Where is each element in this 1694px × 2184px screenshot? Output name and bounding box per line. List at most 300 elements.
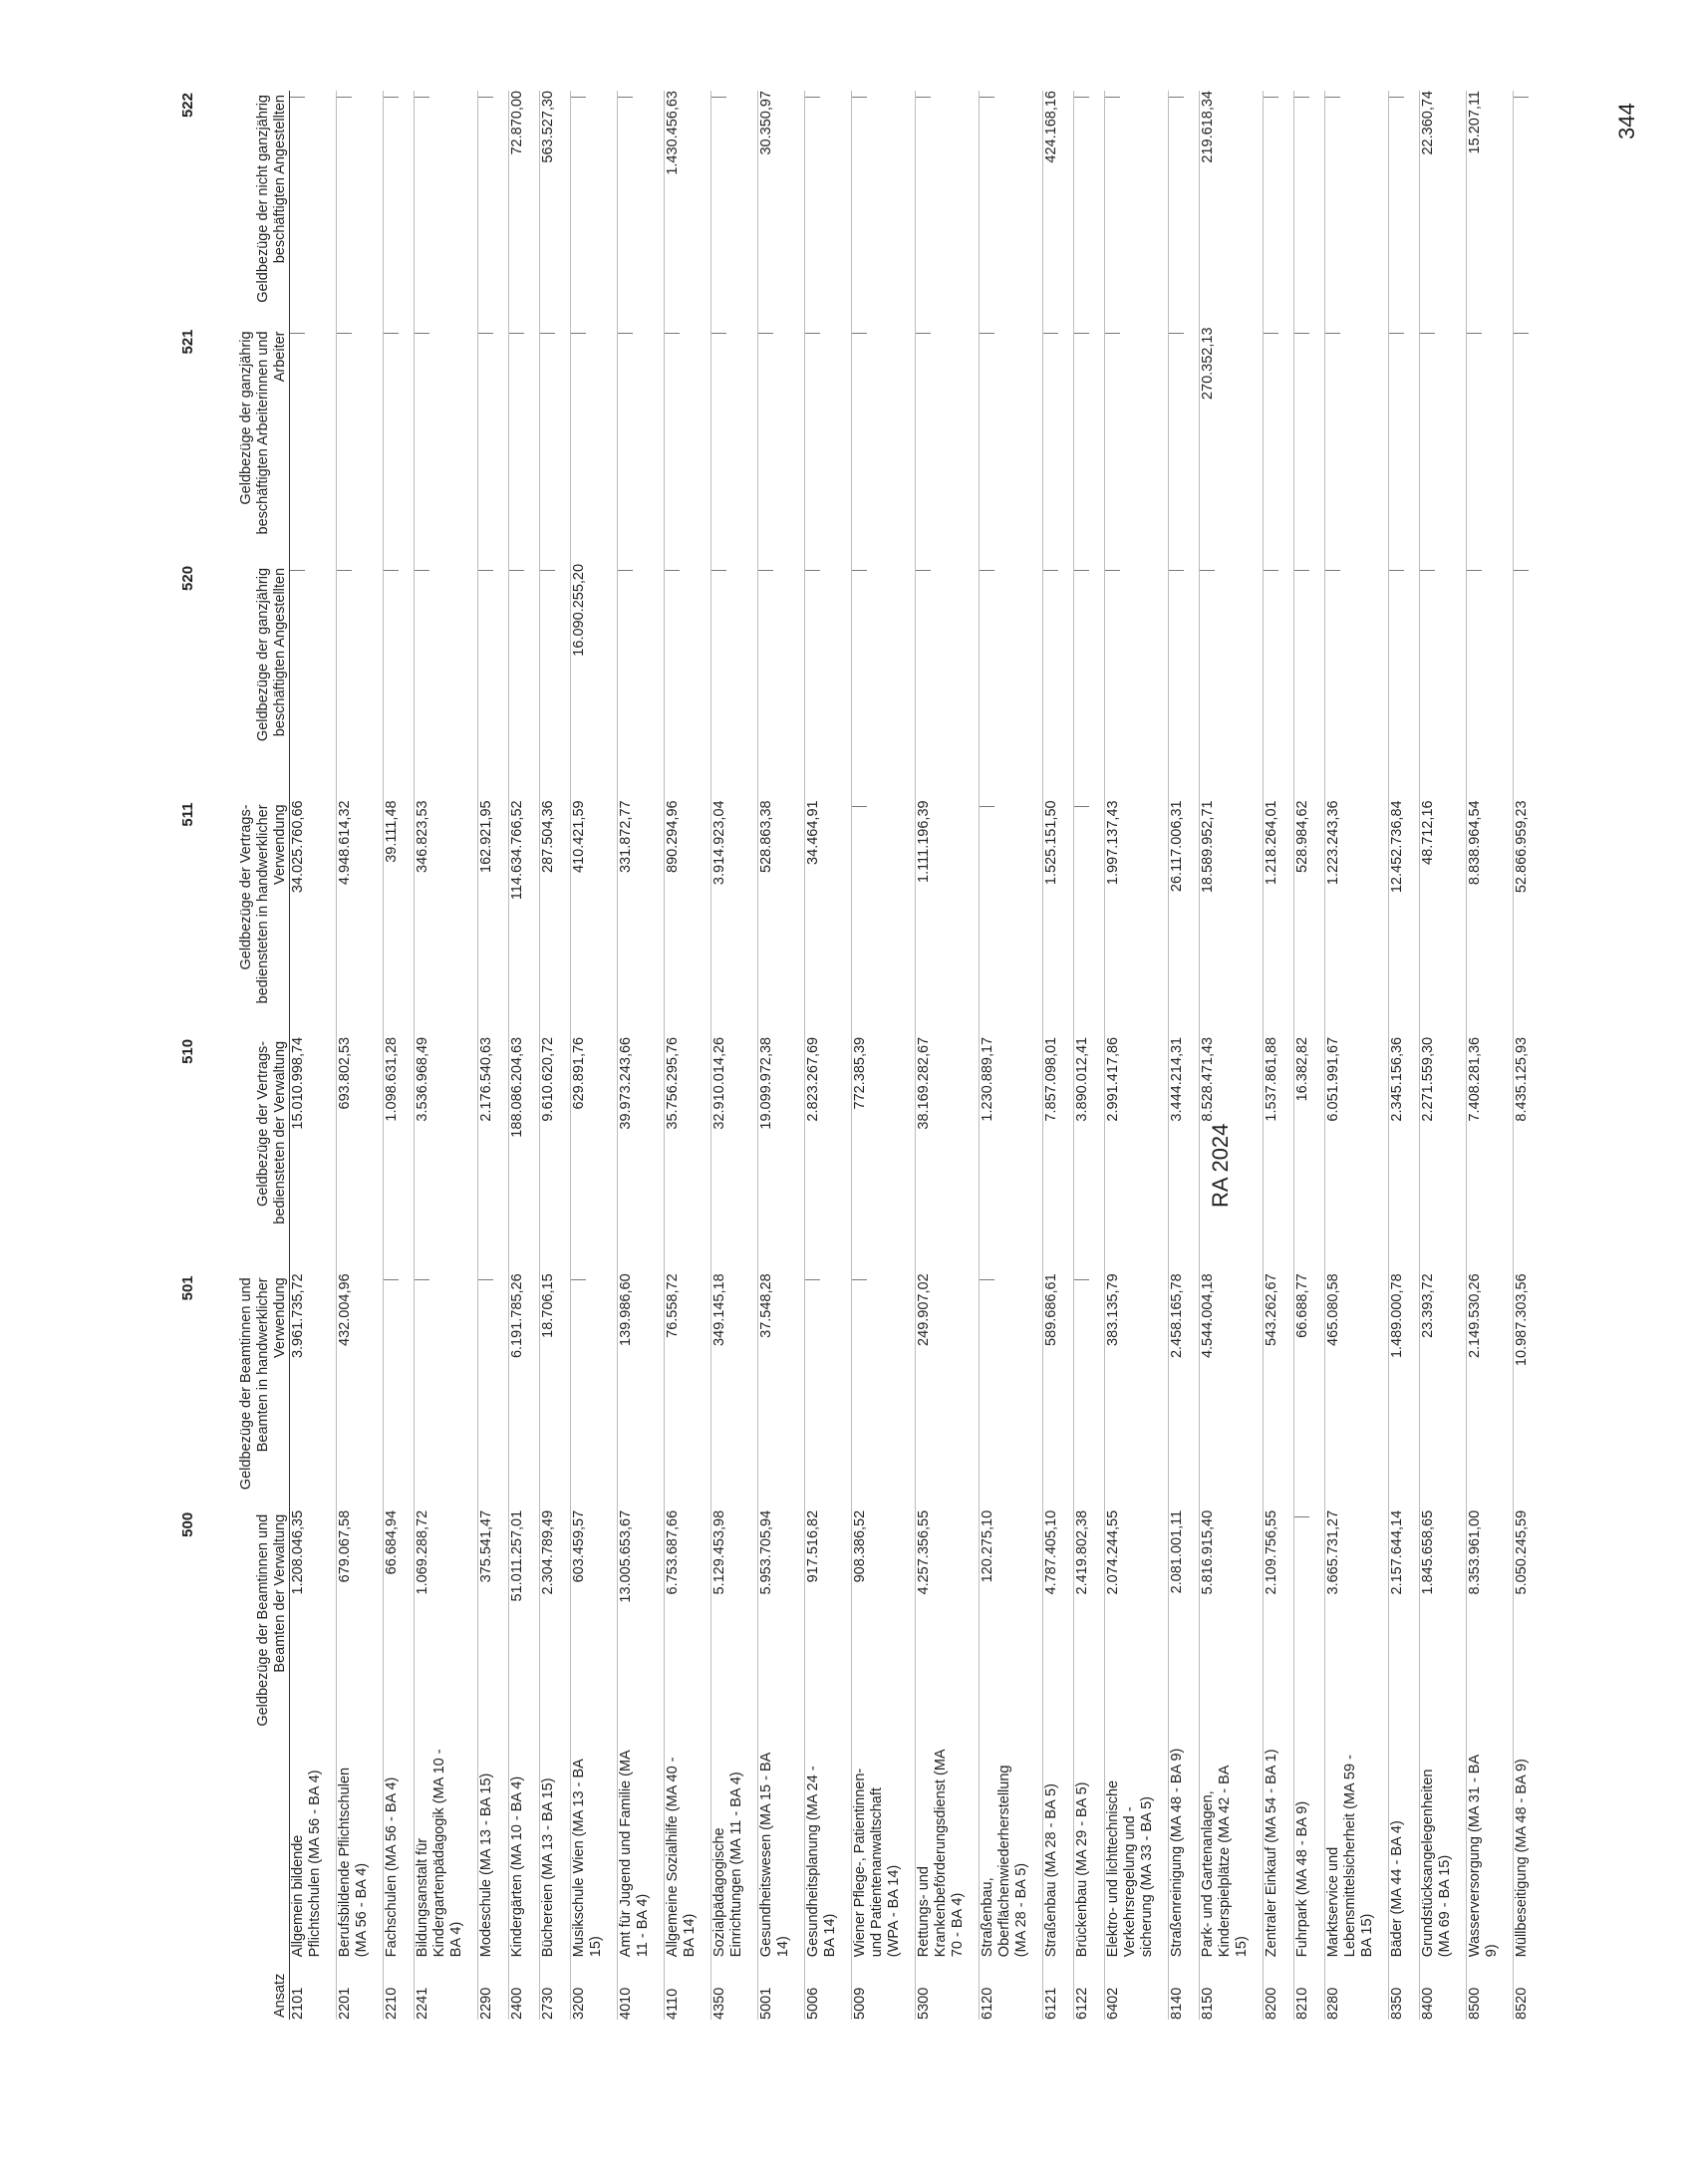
value-cell: 375.541,47	[478, 1510, 497, 1747]
empty-dash	[711, 570, 726, 571]
value-cell: 3.961.735,72	[290, 1273, 325, 1509]
value-cell: 9.610.620,72	[540, 1037, 559, 1273]
row-gap	[1251, 91, 1264, 2020]
empty-dash	[337, 333, 352, 334]
row-gap	[903, 91, 916, 2020]
row-gap	[1312, 91, 1325, 2020]
value-cell	[478, 564, 497, 800]
value-cell	[1389, 327, 1408, 563]
empty-dash	[1325, 97, 1340, 98]
empty-dash	[1200, 570, 1215, 571]
value-cell: 890.294,96	[665, 800, 700, 1036]
row-gap	[699, 91, 711, 2020]
table-row	[509, 91, 528, 2020]
ansatz-code: 8150	[1200, 1957, 1252, 2020]
value-cell: 35.756.295,76	[665, 1037, 700, 1273]
value-cell: 424.168,16	[1043, 91, 1062, 327]
value-cell: 2.823.267,69	[805, 1037, 840, 1273]
value-cell	[1325, 91, 1377, 327]
value-cell	[1389, 91, 1408, 327]
value-cell	[1420, 327, 1455, 563]
empty-dash	[916, 97, 931, 98]
row-label: Wasserversorgung (MA 31 - BA 9)	[1467, 1747, 1502, 1957]
spacer-cell	[179, 1747, 201, 1957]
value-cell: 19.099.972,38	[758, 1037, 793, 1273]
value-cell: 3.890.012,41	[1074, 1037, 1093, 1273]
column-header: Geldbezüge der Vertrags-bediensteten in handwerklicher Verwendung	[238, 804, 288, 1004]
value-cell	[618, 91, 653, 327]
row-gap	[605, 91, 618, 2020]
value-cell: 3.665.731,27	[1325, 1510, 1377, 1747]
ansatz-code: 6122	[1074, 1957, 1093, 2020]
value-cell: 1.845.658,65	[1420, 1510, 1455, 1747]
value-cell	[571, 1273, 606, 1509]
value-cell: 34.025.760,66	[290, 800, 325, 1036]
value-cell: 2.345.156,36	[1389, 1037, 1408, 1273]
value-cell: 349.145,18	[711, 1273, 746, 1509]
header-row	[201, 91, 290, 2020]
empty-dash	[916, 570, 931, 571]
row-gap	[1156, 91, 1169, 2020]
empty-dash	[290, 333, 305, 334]
empty-dash	[1389, 570, 1404, 571]
value-cell: 2.074.244,55	[1105, 1510, 1157, 1747]
gap-cell	[967, 91, 980, 2020]
row-label: Allgemein bildende Pflichtschulen (MA 56 - BA 4)	[290, 1747, 325, 1957]
row-label: Musikschule Wien (MA 13 - BA 15)	[571, 1747, 606, 1957]
value-cell	[1325, 564, 1377, 800]
empty-dash	[509, 333, 524, 334]
value-cell: 410.421,59	[571, 800, 606, 1036]
value-cell	[980, 1273, 1031, 1509]
empty-dash	[290, 97, 305, 98]
value-cell: 693.802,53	[337, 1037, 372, 1273]
value-cell	[415, 564, 466, 800]
row-gap	[1407, 91, 1420, 2020]
column-number: 511	[179, 802, 196, 827]
empty-dash	[415, 333, 429, 334]
empty-dash	[1074, 97, 1089, 98]
ansatz-code: 2101	[290, 1957, 325, 2020]
value-cell: 26.117.006,31	[1169, 800, 1188, 1036]
gap-cell	[1092, 91, 1105, 2020]
row-label: Gesundheitswesen (MA 15 - BA 14)	[758, 1747, 793, 1957]
ansatz-code: 6120	[980, 1957, 1031, 2020]
value-cell	[415, 327, 466, 563]
value-cell	[1200, 564, 1252, 800]
value-cell: 39.111,48	[384, 800, 403, 1036]
empty-dash	[478, 1279, 493, 1280]
row-label: Straßenreinigung (MA 48 - BA 9)	[1169, 1748, 1185, 1958]
row-label: Fuhrpark (MA 48 - BA 9)	[1294, 1747, 1313, 1957]
empty-dash	[852, 570, 867, 571]
value-cell	[478, 91, 497, 327]
empty-dash	[980, 806, 994, 807]
empty-dash	[665, 570, 680, 571]
value-cell: 3.914.923,04	[711, 800, 746, 1036]
table-row	[1074, 91, 1093, 2020]
empty-dash	[1074, 1279, 1089, 1280]
spacer-cell	[179, 1957, 201, 2020]
row-label: Modeschule (MA 13 - BA 15)	[478, 1747, 497, 1957]
value-cell	[665, 327, 700, 563]
value-cell: 4.257.356,55	[916, 1510, 968, 1747]
page-number: 344	[1614, 103, 1639, 139]
value-cell	[1169, 564, 1188, 800]
empty-dash	[805, 333, 820, 334]
value-cell: 5.129.453,98	[711, 1510, 746, 1747]
value-cell	[852, 564, 904, 800]
value-cell	[805, 1273, 840, 1509]
gap-cell	[465, 91, 478, 2020]
value-cell	[852, 91, 904, 327]
row-gap	[1061, 91, 1074, 2020]
ansatz-code: 6402	[1105, 1957, 1157, 2020]
value-cell: 2.271.559,30	[1420, 1037, 1455, 1273]
value-cell: 139.986,60	[618, 1273, 653, 1509]
empty-dash	[540, 570, 555, 571]
value-cell: 16.382,82	[1294, 1037, 1313, 1273]
row-label: Marktservice und Lebensmittelsicherheit (MA 59 - BA 15)	[1325, 1747, 1377, 1957]
value-cell: 772.385,39	[852, 1037, 904, 1273]
ansatz-code: 8350	[1389, 1957, 1408, 2020]
value-cell: 8.838.964,54	[1467, 800, 1502, 1036]
value-cell	[980, 91, 1031, 327]
empty-dash	[1514, 333, 1529, 334]
row-label: Wiener Pflege-, Patientinnen- und Patientenanwaltschaft (WPA - BA 14)	[852, 1747, 904, 1957]
value-cell	[415, 1273, 466, 1509]
ansatz-code: 8520	[1514, 1957, 1533, 2020]
row-gap	[1376, 91, 1389, 2020]
value-cell: 8.353.961,00	[1467, 1510, 1502, 1747]
table-row	[290, 91, 325, 2020]
empty-dash	[980, 1279, 994, 1280]
table-row	[916, 91, 968, 2020]
ansatz-code: 8400	[1420, 1957, 1455, 2020]
value-cell: 563.527,30	[540, 91, 559, 327]
table-row	[852, 91, 904, 2020]
empty-dash	[415, 570, 429, 571]
table-row	[1467, 91, 1502, 2020]
value-cell	[478, 327, 497, 563]
gap-cell	[1030, 91, 1043, 2020]
column-header: Geldbezüge der Vertrags-bediensteten der Verwaltung	[255, 1040, 288, 1225]
empty-dash	[415, 1279, 429, 1280]
spacer-cell	[201, 1747, 290, 1957]
table-row	[540, 91, 559, 2020]
row-label: Büchereien (MA 13 - BA 15)	[540, 1747, 559, 1957]
value-cell	[1294, 564, 1313, 800]
value-cell	[290, 327, 325, 563]
table-row	[1105, 91, 1157, 2020]
ansatz-code: 5300	[916, 1957, 968, 2020]
value-cell: 120.275,10	[980, 1510, 1031, 1747]
empty-dash	[1389, 97, 1404, 98]
value-cell	[337, 564, 372, 800]
value-cell: 287.504,36	[540, 800, 559, 1036]
row-gap	[465, 91, 478, 2020]
value-cell	[916, 91, 968, 327]
value-cell: 2.176.540,63	[478, 1037, 497, 1273]
value-cell: 383.135,79	[1105, 1273, 1157, 1509]
empty-dash	[540, 333, 555, 334]
value-cell: 346.823,53	[415, 800, 466, 1036]
empty-dash	[805, 1279, 820, 1280]
empty-dash	[711, 333, 726, 334]
empty-dash	[852, 806, 867, 807]
value-cell: 1.218.264,01	[1264, 800, 1282, 1036]
ansatz-code: 2290	[478, 1957, 497, 2020]
gap-cell	[1454, 91, 1467, 2020]
value-cell: 6.191.785,26	[509, 1273, 528, 1509]
column-number: 521	[179, 329, 196, 355]
value-cell: 8.528.471,43	[1200, 1037, 1252, 1273]
ansatz-code: 2201	[337, 1957, 372, 2020]
gap-cell	[1187, 91, 1200, 2020]
value-cell	[290, 91, 325, 327]
value-cell: 13.005.653,67	[618, 1510, 653, 1747]
value-cell: 543.262,67	[1264, 1273, 1282, 1509]
empty-dash	[1169, 570, 1184, 571]
table-row	[415, 91, 466, 2020]
table-row	[1514, 91, 1533, 2020]
empty-dash	[618, 97, 633, 98]
gap-cell	[1376, 91, 1389, 2020]
value-cell	[1294, 91, 1313, 327]
value-cell	[1294, 1510, 1313, 1747]
value-cell	[1389, 564, 1408, 800]
gap-cell	[605, 91, 618, 2020]
empty-dash	[711, 97, 726, 98]
value-cell: 66.688,77	[1294, 1273, 1313, 1509]
ansatz-code: 2400	[509, 1957, 528, 2020]
value-cell: 917.516,82	[805, 1510, 840, 1747]
gap-cell	[1407, 91, 1420, 2020]
value-cell: 432.004,96	[337, 1273, 372, 1509]
value-cell: 1.525.151,50	[1043, 800, 1062, 1036]
row-label: Bildungsanstalt für Kindergartenpädagogik (MA 10 - BA 4)	[415, 1747, 466, 1957]
column-header: Geldbezüge der Beamtinnen und Beamten in handwerklicher Verwendung	[238, 1277, 288, 1491]
empty-dash	[290, 570, 305, 571]
empty-dash	[571, 1279, 586, 1280]
gap-cell	[903, 91, 916, 2020]
empty-dash	[980, 333, 994, 334]
value-cell	[1514, 91, 1533, 327]
row-gap	[1030, 91, 1043, 2020]
value-cell: 2.081.001,11	[1169, 1510, 1188, 1747]
row-gap	[324, 91, 337, 2020]
gap-cell	[1061, 91, 1074, 2020]
gap-cell	[839, 91, 852, 2020]
table-row	[1200, 91, 1252, 2020]
value-cell: 38.169.282,67	[916, 1037, 968, 1273]
value-cell	[1467, 327, 1502, 563]
gap-cell	[527, 91, 540, 2020]
value-cell	[1074, 327, 1093, 563]
empty-dash	[384, 333, 399, 334]
value-cell: 51.011.257,01	[509, 1510, 528, 1747]
gap-cell	[745, 91, 758, 2020]
value-cell: 1.230.889,17	[980, 1037, 1031, 1273]
value-cell: 1.223.243,36	[1325, 800, 1377, 1036]
value-cell	[852, 327, 904, 563]
column-number-row	[179, 91, 201, 2020]
row-gap	[792, 91, 805, 2020]
value-cell	[509, 564, 528, 800]
value-cell: 5.050.245,59	[1514, 1510, 1533, 1747]
gap-cell	[1281, 91, 1294, 2020]
value-cell: 37.548,28	[758, 1273, 793, 1509]
table-row	[384, 91, 403, 2020]
table-row	[1169, 91, 1188, 2020]
empty-dash	[1514, 97, 1529, 98]
empty-dash	[852, 1279, 867, 1280]
row-gap	[527, 91, 540, 2020]
value-cell: 188.086.204,63	[509, 1037, 528, 1273]
value-cell: 679.067,58	[337, 1510, 372, 1747]
row-label: Müllbeseitigung (MA 48 - BA 9)	[1514, 1747, 1533, 1957]
row-gap	[371, 91, 384, 2020]
row-gap	[839, 91, 852, 2020]
value-cell	[571, 327, 606, 563]
empty-dash	[1264, 97, 1278, 98]
value-cell	[1514, 327, 1533, 563]
value-cell: 10.987.303,56	[1514, 1273, 1533, 1509]
empty-dash	[1467, 570, 1482, 571]
empty-dash	[916, 333, 931, 334]
value-cell: 2.419.802,38	[1074, 1510, 1093, 1747]
report-title: RA 2024	[1208, 1123, 1233, 1208]
table-row	[1264, 91, 1282, 2020]
value-cell: 23.393,72	[1420, 1273, 1455, 1509]
table-row	[980, 91, 1031, 2020]
value-cell: 2.109.756,55	[1264, 1510, 1282, 1747]
ansatz-code: 5009	[852, 1957, 904, 2020]
value-cell: 528.863,38	[758, 800, 793, 1036]
empty-dash	[1294, 1516, 1309, 1517]
value-cell: 465.080,58	[1325, 1273, 1377, 1509]
row-gap	[1501, 91, 1514, 2020]
row-gap	[1187, 91, 1200, 2020]
column-number: 522	[179, 93, 196, 119]
value-cell: 4.544.004,18	[1200, 1273, 1252, 1509]
value-cell: 603.459,57	[571, 1510, 606, 1747]
column-number: 500	[179, 1511, 196, 1537]
table-row	[758, 91, 793, 2020]
empty-dash	[1514, 570, 1529, 571]
value-cell	[916, 564, 968, 800]
value-cell	[1074, 1273, 1093, 1509]
value-cell: 22.360,74	[1420, 91, 1455, 327]
row-gap	[1454, 91, 1467, 2020]
gap-cell	[792, 91, 805, 2020]
value-cell: 5.953.705,94	[758, 1510, 793, 1747]
row-label: Zentraler Einkauf (MA 54 - BA 1)	[1264, 1747, 1282, 1957]
empty-dash	[1074, 570, 1089, 571]
table-row	[1043, 91, 1062, 2020]
ansatz-code: 6121	[1043, 1957, 1062, 2020]
empty-dash	[1264, 333, 1278, 334]
value-cell: 629.891,76	[571, 1037, 606, 1273]
empty-dash	[852, 333, 867, 334]
ansatz-code: 4110	[665, 1957, 700, 2020]
gap-cell	[652, 91, 665, 2020]
empty-dash	[1325, 570, 1340, 571]
empty-dash	[1420, 570, 1435, 571]
row-label: Fachschulen (MA 56 - BA 4)	[384, 1747, 403, 1957]
empty-dash	[1169, 333, 1184, 334]
value-cell	[1043, 327, 1062, 563]
value-cell	[1074, 800, 1093, 1036]
table-row	[1294, 91, 1313, 2020]
value-cell	[384, 564, 403, 800]
value-cell	[1169, 327, 1188, 563]
value-cell	[758, 327, 793, 563]
row-gap	[402, 91, 415, 2020]
value-cell	[1467, 564, 1502, 800]
column-header: Geldbezüge der Beamtinnen und Beamten der Verwaltung	[255, 1513, 288, 1727]
table-row	[711, 91, 746, 2020]
value-cell: 589.686,61	[1043, 1273, 1062, 1509]
empty-dash	[478, 570, 493, 571]
empty-dash	[852, 97, 867, 98]
column-header: Geldbezüge der ganzjährig beschäftigten Arbeiterinnen und Arbeiter	[238, 331, 288, 535]
empty-dash	[571, 333, 586, 334]
expenditure-table	[179, 91, 1532, 2020]
empty-dash	[805, 97, 820, 98]
value-cell	[1105, 91, 1157, 327]
row-label: Park- und Gartenanlagen, Kinderspielplätze (MA 42 - BA 15)	[1200, 1747, 1252, 1957]
value-cell	[852, 800, 904, 1036]
value-cell: 1.997.137,43	[1105, 800, 1157, 1036]
empty-dash	[1105, 97, 1120, 98]
row-label: Straßenbau (MA 28 - BA 5)	[1043, 1747, 1062, 1957]
value-cell	[852, 1273, 904, 1509]
table-row	[1389, 91, 1408, 2020]
value-cell	[1264, 91, 1282, 327]
value-cell: 18.589.952,71	[1200, 800, 1252, 1036]
empty-dash	[758, 333, 773, 334]
value-cell: 162.921,95	[478, 800, 497, 1036]
value-cell: 249.907,02	[916, 1273, 968, 1509]
value-cell	[980, 800, 1031, 1036]
empty-dash	[1074, 806, 1089, 807]
gap-cell	[558, 91, 571, 2020]
row-label: Elektro- und lichttechnische Verkehrsregelung und -sicherung (MA 33 - BA 5)	[1105, 1747, 1157, 1957]
value-cell: 15.010.998,74	[290, 1037, 325, 1273]
value-cell	[805, 91, 840, 327]
row-gap	[1281, 91, 1294, 2020]
empty-dash	[337, 97, 352, 98]
value-cell: 39.973.243,66	[618, 1037, 653, 1273]
row-label: Grundstücksangelegenheiten (MA 69 - BA 15)	[1420, 1747, 1455, 1957]
value-cell: 270.352,13	[1200, 327, 1252, 563]
table-row	[478, 91, 497, 2020]
column-number: 501	[179, 1275, 196, 1301]
value-cell: 6.051.991,67	[1325, 1037, 1377, 1273]
gap-cell	[1156, 91, 1169, 2020]
value-cell: 52.866.959,23	[1514, 800, 1533, 1036]
column-number: 510	[179, 1038, 196, 1064]
ansatz-code: 2730	[540, 1957, 559, 2020]
gap-cell	[1501, 91, 1514, 2020]
row-label: Brückenbau (MA 29 - BA 5)	[1074, 1747, 1093, 1957]
empty-dash	[1105, 333, 1120, 334]
ansatz-code: 8140	[1169, 1957, 1188, 2020]
table-row	[337, 91, 372, 2020]
value-cell	[1420, 564, 1455, 800]
value-cell: 8.435.125,93	[1514, 1037, 1533, 1273]
